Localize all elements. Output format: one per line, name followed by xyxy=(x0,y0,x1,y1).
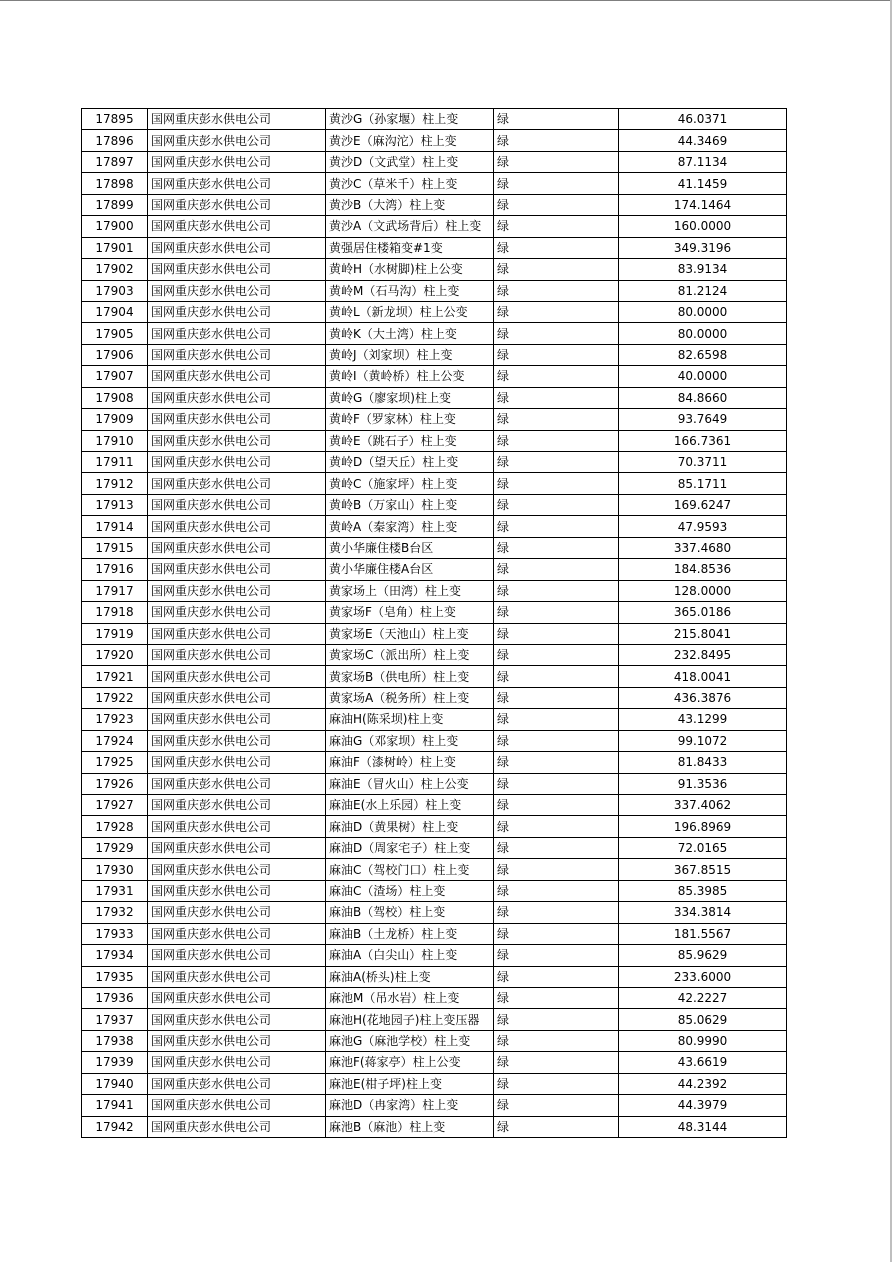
status-cell: 绿 xyxy=(494,109,619,130)
company-cell: 国网重庆彭水供电公司 xyxy=(148,966,326,987)
status-cell: 绿 xyxy=(494,387,619,408)
status-cell: 绿 xyxy=(494,859,619,880)
table-row xyxy=(82,344,787,365)
status-cell: 绿 xyxy=(494,730,619,751)
table-row xyxy=(82,387,787,408)
company-cell: 国网重庆彭水供电公司 xyxy=(148,709,326,730)
status-cell: 绿 xyxy=(494,1073,619,1094)
table-row xyxy=(82,859,787,880)
value-cell: 99.1072 xyxy=(619,730,787,751)
value-cell: 93.7649 xyxy=(619,409,787,430)
status-cell: 绿 xyxy=(494,580,619,601)
row-id-cell: 17928 xyxy=(82,816,148,837)
station-name-cell: 黄岭D（望天丘）柱上变 xyxy=(326,452,494,473)
status-cell: 绿 xyxy=(494,1030,619,1051)
table-row xyxy=(82,409,787,430)
status-cell: 绿 xyxy=(494,623,619,644)
table-row xyxy=(82,623,787,644)
row-id-cell: 17906 xyxy=(82,344,148,365)
table-row xyxy=(82,945,787,966)
station-name-cell: 黄岭I（黄岭桥）柱上公变 xyxy=(326,366,494,387)
status-cell: 绿 xyxy=(494,902,619,923)
row-id-cell: 17938 xyxy=(82,1030,148,1051)
station-name-cell: 麻油A(桥头)柱上变 xyxy=(326,966,494,987)
company-cell: 国网重庆彭水供电公司 xyxy=(148,644,326,665)
station-name-cell: 黄岭F（罗家林）柱上变 xyxy=(326,409,494,430)
company-cell: 国网重庆彭水供电公司 xyxy=(148,666,326,687)
table-row xyxy=(82,902,787,923)
company-cell: 国网重庆彭水供电公司 xyxy=(148,687,326,708)
value-cell: 91.3536 xyxy=(619,773,787,794)
table-row xyxy=(82,644,787,665)
row-id-cell: 17929 xyxy=(82,837,148,858)
company-cell: 国网重庆彭水供电公司 xyxy=(148,237,326,258)
value-cell: 436.3876 xyxy=(619,687,787,708)
row-id-cell: 17899 xyxy=(82,194,148,215)
status-cell: 绿 xyxy=(494,602,619,623)
station-name-cell: 黄家场A（税务所）柱上变 xyxy=(326,687,494,708)
status-cell: 绿 xyxy=(494,1095,619,1116)
row-id-cell: 17915 xyxy=(82,537,148,558)
company-cell: 国网重庆彭水供电公司 xyxy=(148,987,326,1008)
row-id-cell: 17932 xyxy=(82,902,148,923)
station-name-cell: 麻油G（邓家坝）柱上变 xyxy=(326,730,494,751)
table-row xyxy=(82,837,787,858)
company-cell: 国网重庆彭水供电公司 xyxy=(148,473,326,494)
value-cell: 160.0000 xyxy=(619,216,787,237)
company-cell: 国网重庆彭水供电公司 xyxy=(148,130,326,151)
station-name-cell: 麻池D（冉家湾）柱上变 xyxy=(326,1095,494,1116)
station-name-cell: 黄岭H（水树脚)柱上公变 xyxy=(326,259,494,280)
status-cell: 绿 xyxy=(494,151,619,172)
table-row xyxy=(82,559,787,580)
status-cell: 绿 xyxy=(494,644,619,665)
company-cell: 国网重庆彭水供电公司 xyxy=(148,344,326,365)
table-body xyxy=(82,109,787,1138)
status-cell: 绿 xyxy=(494,173,619,194)
table-row xyxy=(82,130,787,151)
status-cell: 绿 xyxy=(494,494,619,515)
station-name-cell: 麻油E(水上乐园）柱上变 xyxy=(326,795,494,816)
status-cell: 绿 xyxy=(494,301,619,322)
table-row xyxy=(82,987,787,1008)
row-id-cell: 17904 xyxy=(82,301,148,322)
company-cell: 国网重庆彭水供电公司 xyxy=(148,323,326,344)
value-cell: 46.0371 xyxy=(619,109,787,130)
row-id-cell: 17924 xyxy=(82,730,148,751)
station-name-cell: 黄沙A（文武场背后）柱上变 xyxy=(326,216,494,237)
table-row xyxy=(82,602,787,623)
row-id-cell: 17903 xyxy=(82,280,148,301)
row-id-cell: 17940 xyxy=(82,1073,148,1094)
station-name-cell: 麻油D（黄果树）柱上变 xyxy=(326,816,494,837)
table-row xyxy=(82,366,787,387)
station-name-cell: 黄沙C（草米千）柱上变 xyxy=(326,173,494,194)
value-cell: 43.6619 xyxy=(619,1052,787,1073)
table-row xyxy=(82,280,787,301)
table-row xyxy=(82,1116,787,1137)
value-cell: 87.1134 xyxy=(619,151,787,172)
station-name-cell: 黄家场上（田湾）柱上变 xyxy=(326,580,494,601)
status-cell: 绿 xyxy=(494,537,619,558)
company-cell: 国网重庆彭水供电公司 xyxy=(148,516,326,537)
company-cell: 国网重庆彭水供电公司 xyxy=(148,537,326,558)
value-cell: 85.0629 xyxy=(619,1009,787,1030)
status-cell: 绿 xyxy=(494,1116,619,1137)
station-name-cell: 黄岭J（刘家坝）柱上变 xyxy=(326,344,494,365)
table-row xyxy=(82,752,787,773)
station-name-cell: 麻池G（麻池学校）柱上变 xyxy=(326,1030,494,1051)
value-cell: 337.4062 xyxy=(619,795,787,816)
row-id-cell: 17913 xyxy=(82,494,148,515)
value-cell: 349.3196 xyxy=(619,237,787,258)
row-id-cell: 17936 xyxy=(82,987,148,1008)
status-cell: 绿 xyxy=(494,795,619,816)
station-name-cell: 黄沙E（麻沟沱）柱上变 xyxy=(326,130,494,151)
station-name-cell: 麻池B（麻池）柱上变 xyxy=(326,1116,494,1137)
status-cell: 绿 xyxy=(494,259,619,280)
value-cell: 337.4680 xyxy=(619,537,787,558)
value-cell: 83.9134 xyxy=(619,259,787,280)
status-cell: 绿 xyxy=(494,773,619,794)
station-name-cell: 黄岭C（施家坪）柱上变 xyxy=(326,473,494,494)
row-id-cell: 17916 xyxy=(82,559,148,580)
value-cell: 128.0000 xyxy=(619,580,787,601)
table-row xyxy=(82,473,787,494)
company-cell: 国网重庆彭水供电公司 xyxy=(148,1073,326,1094)
status-cell: 绿 xyxy=(494,987,619,1008)
table-row xyxy=(82,323,787,344)
row-id-cell: 17917 xyxy=(82,580,148,601)
value-cell: 169.6247 xyxy=(619,494,787,515)
table-row xyxy=(82,709,787,730)
status-cell: 绿 xyxy=(494,752,619,773)
company-cell: 国网重庆彭水供电公司 xyxy=(148,194,326,215)
station-name-cell: 黄岭K（大土湾）柱上变 xyxy=(326,323,494,344)
status-cell: 绿 xyxy=(494,344,619,365)
row-id-cell: 17897 xyxy=(82,151,148,172)
status-cell: 绿 xyxy=(494,1009,619,1030)
company-cell: 国网重庆彭水供电公司 xyxy=(148,151,326,172)
value-cell: 334.3814 xyxy=(619,902,787,923)
station-name-cell: 麻油E（冒火山）柱上公变 xyxy=(326,773,494,794)
station-name-cell: 麻油A（白尖山）柱上变 xyxy=(326,945,494,966)
table-row xyxy=(82,151,787,172)
company-cell: 国网重庆彭水供电公司 xyxy=(148,1116,326,1137)
station-name-cell: 麻池H(花地园子)柱上变压器 xyxy=(326,1009,494,1030)
value-cell: 40.0000 xyxy=(619,366,787,387)
row-id-cell: 17939 xyxy=(82,1052,148,1073)
status-cell: 绿 xyxy=(494,709,619,730)
row-id-cell: 17912 xyxy=(82,473,148,494)
row-id-cell: 17942 xyxy=(82,1116,148,1137)
status-cell: 绿 xyxy=(494,816,619,837)
table-row xyxy=(82,430,787,451)
table-row xyxy=(82,730,787,751)
value-cell: 44.3979 xyxy=(619,1095,787,1116)
page-top-border xyxy=(0,0,892,1)
station-name-cell: 黄岭M（石马沟）柱上变 xyxy=(326,280,494,301)
station-name-cell: 麻池M（吊水岩）柱上变 xyxy=(326,987,494,1008)
station-name-cell: 麻油C（渣场）柱上变 xyxy=(326,880,494,901)
value-cell: 80.0000 xyxy=(619,301,787,322)
value-cell: 80.0000 xyxy=(619,323,787,344)
company-cell: 国网重庆彭水供电公司 xyxy=(148,945,326,966)
row-id-cell: 17918 xyxy=(82,602,148,623)
value-cell: 47.9593 xyxy=(619,516,787,537)
status-cell: 绿 xyxy=(494,194,619,215)
station-name-cell: 黄岭B（万家山）柱上变 xyxy=(326,494,494,515)
company-cell: 国网重庆彭水供电公司 xyxy=(148,837,326,858)
status-cell: 绿 xyxy=(494,280,619,301)
value-cell: 44.3469 xyxy=(619,130,787,151)
station-name-cell: 黄岭E（跳石子）柱上变 xyxy=(326,430,494,451)
row-id-cell: 17937 xyxy=(82,1009,148,1030)
row-id-cell: 17914 xyxy=(82,516,148,537)
status-cell: 绿 xyxy=(494,1052,619,1073)
value-cell: 81.2124 xyxy=(619,280,787,301)
table-row xyxy=(82,880,787,901)
value-cell: 196.8969 xyxy=(619,816,787,837)
status-cell: 绿 xyxy=(494,473,619,494)
company-cell: 国网重庆彭水供电公司 xyxy=(148,430,326,451)
status-cell: 绿 xyxy=(494,323,619,344)
value-cell: 181.5567 xyxy=(619,923,787,944)
status-cell: 绿 xyxy=(494,966,619,987)
row-id-cell: 17910 xyxy=(82,430,148,451)
company-cell: 国网重庆彭水供电公司 xyxy=(148,880,326,901)
company-cell: 国网重庆彭水供电公司 xyxy=(148,452,326,473)
table-row xyxy=(82,923,787,944)
value-cell: 367.8515 xyxy=(619,859,787,880)
row-id-cell: 17930 xyxy=(82,859,148,880)
company-cell: 国网重庆彭水供电公司 xyxy=(148,623,326,644)
company-cell: 国网重庆彭水供电公司 xyxy=(148,1009,326,1030)
row-id-cell: 17907 xyxy=(82,366,148,387)
row-id-cell: 17895 xyxy=(82,109,148,130)
table-row xyxy=(82,1073,787,1094)
table-row xyxy=(82,1052,787,1073)
table-row xyxy=(82,666,787,687)
row-id-cell: 17927 xyxy=(82,795,148,816)
value-cell: 85.1711 xyxy=(619,473,787,494)
station-name-cell: 黄强居住楼箱变#1变 xyxy=(326,237,494,258)
status-cell: 绿 xyxy=(494,130,619,151)
station-name-cell: 黄沙D（文武堂）柱上变 xyxy=(326,151,494,172)
company-cell: 国网重庆彭水供电公司 xyxy=(148,580,326,601)
station-name-cell: 黄小华廉住楼A台区 xyxy=(326,559,494,580)
company-cell: 国网重庆彭水供电公司 xyxy=(148,859,326,880)
table-row xyxy=(82,687,787,708)
station-name-cell: 麻油F（漆树岭）柱上变 xyxy=(326,752,494,773)
row-id-cell: 17896 xyxy=(82,130,148,151)
table-row xyxy=(82,452,787,473)
row-id-cell: 17905 xyxy=(82,323,148,344)
company-cell: 国网重庆彭水供电公司 xyxy=(148,1052,326,1073)
row-id-cell: 17923 xyxy=(82,709,148,730)
table-row xyxy=(82,194,787,215)
table-row xyxy=(82,816,787,837)
station-name-cell: 黄沙B（大湾）柱上变 xyxy=(326,194,494,215)
table-row xyxy=(82,580,787,601)
status-cell: 绿 xyxy=(494,687,619,708)
status-cell: 绿 xyxy=(494,559,619,580)
company-cell: 国网重庆彭水供电公司 xyxy=(148,559,326,580)
row-id-cell: 17926 xyxy=(82,773,148,794)
company-cell: 国网重庆彭水供电公司 xyxy=(148,752,326,773)
row-id-cell: 17919 xyxy=(82,623,148,644)
value-cell: 166.7361 xyxy=(619,430,787,451)
station-name-cell: 黄家场B（供电所）柱上变 xyxy=(326,666,494,687)
company-cell: 国网重庆彭水供电公司 xyxy=(148,730,326,751)
table-row xyxy=(82,1030,787,1051)
value-cell: 41.1459 xyxy=(619,173,787,194)
value-cell: 215.8041 xyxy=(619,623,787,644)
row-id-cell: 17898 xyxy=(82,173,148,194)
value-cell: 85.3985 xyxy=(619,880,787,901)
table-row xyxy=(82,966,787,987)
station-name-cell: 黄岭L（新龙坝）柱上公变 xyxy=(326,301,494,322)
table-row xyxy=(82,1095,787,1116)
company-cell: 国网重庆彭水供电公司 xyxy=(148,366,326,387)
table-row xyxy=(82,537,787,558)
value-cell: 80.9990 xyxy=(619,1030,787,1051)
table-row xyxy=(82,301,787,322)
row-id-cell: 17921 xyxy=(82,666,148,687)
company-cell: 国网重庆彭水供电公司 xyxy=(148,216,326,237)
table-row xyxy=(82,773,787,794)
value-cell: 42.2227 xyxy=(619,987,787,1008)
company-cell: 国网重庆彭水供电公司 xyxy=(148,409,326,430)
table-row xyxy=(82,259,787,280)
station-name-cell: 黄岭A（秦家湾）柱上变 xyxy=(326,516,494,537)
value-cell: 44.2392 xyxy=(619,1073,787,1094)
station-name-cell: 麻池F(蒋家亭）柱上公变 xyxy=(326,1052,494,1073)
table-row xyxy=(82,795,787,816)
company-cell: 国网重庆彭水供电公司 xyxy=(148,259,326,280)
value-cell: 81.8433 xyxy=(619,752,787,773)
station-name-cell: 麻油B（驾校）柱上变 xyxy=(326,902,494,923)
row-id-cell: 17922 xyxy=(82,687,148,708)
station-name-cell: 麻油B（土龙桥）柱上变 xyxy=(326,923,494,944)
company-cell: 国网重庆彭水供电公司 xyxy=(148,1030,326,1051)
company-cell: 国网重庆彭水供电公司 xyxy=(148,1095,326,1116)
status-cell: 绿 xyxy=(494,237,619,258)
row-id-cell: 17900 xyxy=(82,216,148,237)
company-cell: 国网重庆彭水供电公司 xyxy=(148,902,326,923)
row-id-cell: 17908 xyxy=(82,387,148,408)
row-id-cell: 17902 xyxy=(82,259,148,280)
status-cell: 绿 xyxy=(494,409,619,430)
company-cell: 国网重庆彭水供电公司 xyxy=(148,773,326,794)
value-cell: 72.0165 xyxy=(619,837,787,858)
value-cell: 232.8495 xyxy=(619,644,787,665)
company-cell: 国网重庆彭水供电公司 xyxy=(148,923,326,944)
value-cell: 48.3144 xyxy=(619,1116,787,1137)
row-id-cell: 17935 xyxy=(82,966,148,987)
status-cell: 绿 xyxy=(494,945,619,966)
row-id-cell: 17911 xyxy=(82,452,148,473)
company-cell: 国网重庆彭水供电公司 xyxy=(148,602,326,623)
table-row xyxy=(82,216,787,237)
company-cell: 国网重庆彭水供电公司 xyxy=(148,816,326,837)
company-cell: 国网重庆彭水供电公司 xyxy=(148,795,326,816)
status-cell: 绿 xyxy=(494,880,619,901)
station-name-cell: 麻池E(柑子坪)柱上变 xyxy=(326,1073,494,1094)
station-name-cell: 麻油D（周家宅子）柱上变 xyxy=(326,837,494,858)
status-cell: 绿 xyxy=(494,516,619,537)
company-cell: 国网重庆彭水供电公司 xyxy=(148,301,326,322)
station-name-cell: 黄小华廉住楼B台区 xyxy=(326,537,494,558)
value-cell: 85.9629 xyxy=(619,945,787,966)
table-row xyxy=(82,516,787,537)
row-id-cell: 17931 xyxy=(82,880,148,901)
row-id-cell: 17909 xyxy=(82,409,148,430)
status-cell: 绿 xyxy=(494,923,619,944)
company-cell: 国网重庆彭水供电公司 xyxy=(148,109,326,130)
table-row xyxy=(82,109,787,130)
status-cell: 绿 xyxy=(494,216,619,237)
status-cell: 绿 xyxy=(494,430,619,451)
company-cell: 国网重庆彭水供电公司 xyxy=(148,173,326,194)
value-cell: 174.1464 xyxy=(619,194,787,215)
station-name-cell: 黄沙G（孙家堰）柱上变 xyxy=(326,109,494,130)
status-cell: 绿 xyxy=(494,666,619,687)
value-cell: 418.0041 xyxy=(619,666,787,687)
table-row xyxy=(82,237,787,258)
table-row xyxy=(82,494,787,515)
row-id-cell: 17933 xyxy=(82,923,148,944)
table-row xyxy=(82,1009,787,1030)
status-cell: 绿 xyxy=(494,837,619,858)
value-cell: 184.8536 xyxy=(619,559,787,580)
station-name-cell: 黄家场F（皂角）柱上变 xyxy=(326,602,494,623)
value-cell: 233.6000 xyxy=(619,966,787,987)
station-name-cell: 黄岭G（廖家坝)柱上变 xyxy=(326,387,494,408)
company-cell: 国网重庆彭水供电公司 xyxy=(148,387,326,408)
row-id-cell: 17920 xyxy=(82,644,148,665)
value-cell: 82.6598 xyxy=(619,344,787,365)
row-id-cell: 17934 xyxy=(82,945,148,966)
value-cell: 84.8660 xyxy=(619,387,787,408)
station-name-cell: 黄家场C（派出所）柱上变 xyxy=(326,644,494,665)
value-cell: 70.3711 xyxy=(619,452,787,473)
status-cell: 绿 xyxy=(494,366,619,387)
row-id-cell: 17901 xyxy=(82,237,148,258)
station-name-cell: 麻油C（驾校门口）柱上变 xyxy=(326,859,494,880)
value-cell: 365.0186 xyxy=(619,602,787,623)
station-name-cell: 黄家场E（天池山）柱上变 xyxy=(326,623,494,644)
row-id-cell: 17941 xyxy=(82,1095,148,1116)
data-table xyxy=(81,108,787,1138)
company-cell: 国网重庆彭水供电公司 xyxy=(148,280,326,301)
company-cell: 国网重庆彭水供电公司 xyxy=(148,494,326,515)
row-id-cell: 17925 xyxy=(82,752,148,773)
status-cell: 绿 xyxy=(494,452,619,473)
station-name-cell: 麻油H(陈采坝)柱上变 xyxy=(326,709,494,730)
table-row xyxy=(82,173,787,194)
value-cell: 43.1299 xyxy=(619,709,787,730)
